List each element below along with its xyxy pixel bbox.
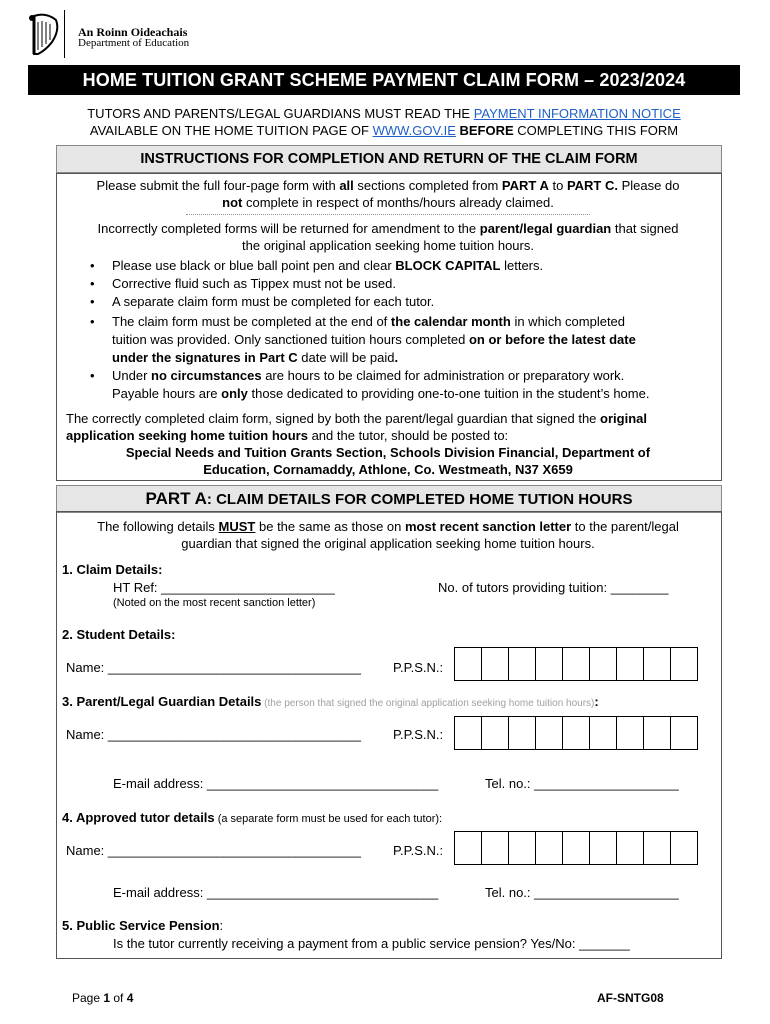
department-name-irish: An Roinn Oideachais: [78, 25, 188, 39]
postal-instructions: The correctly completed claim form, signed by both the parent/legal guardian that signed the original application seeking home tuition hours and the tutor, should be posted to:: [66, 411, 647, 443]
pension-title: 5. Public Service Pension:: [62, 918, 224, 933]
tutors-count-field[interactable]: No. of tutors providing tuition: ________: [438, 580, 669, 595]
student-ppsn-label: P.P.S.N.:: [393, 660, 444, 675]
notice-line-1: [28, 106, 740, 121]
dotted-separator: [186, 214, 590, 215]
part-a-heading: PART A: CLAIM DETAILS FOR COMPLETED HOME TUTION HOURS: [56, 485, 722, 513]
instructions-heading: INSTRUCTIONS FOR COMPLETION AND RETURN OF THE CLAIM FORM: [56, 145, 722, 173]
parent-details-title: 3. Parent/Legal Guardian Details (the person that signed the original application seeking home tuition hours):: [62, 694, 599, 709]
form-title: HOME TUITION GRANT SCHEME PAYMENT CLAIM FORM – 2023/2024: [28, 65, 740, 95]
tutor-ppsn-input[interactable]: [454, 831, 698, 865]
parent-name-field[interactable]: Name: ___________________________________: [66, 727, 361, 742]
form-code: AF-SNTG08: [597, 991, 664, 1005]
part-a-intro-1: The following details MUST be the same as those on most recent sanction letter to the parent/legal: [97, 519, 679, 534]
instructions-paragraph-1: Please submit the full four-page form with all sections completed from PART A to PART C. Please do: [96, 178, 680, 193]
student-details-title: 2. Student Details:: [62, 627, 176, 642]
notice-line-2: [28, 123, 740, 138]
payment-information-notice-link[interactable]: PAYMENT INFORMATION NOTICE: [473, 106, 681, 121]
logo-divider: [64, 10, 65, 58]
notice-text: AVAILABLE ON THE HOME TUITION PAGE OF: [89, 123, 373, 138]
bullet: •: [90, 276, 95, 291]
instructions-paragraph-1b: not complete in respect of months/hours already claimed.: [222, 195, 554, 210]
harp-emblem-icon: [26, 12, 66, 56]
bullet: •: [90, 368, 95, 383]
parent-ppsn-input[interactable]: [454, 716, 698, 750]
parent-ppsn-label: P.P.S.N.:: [393, 727, 444, 742]
claim-details-title: 1. Claim Details:: [62, 562, 163, 577]
page-number: Page 1 of 4: [72, 991, 134, 1005]
bullet: •: [90, 314, 95, 329]
postal-address-line-2: Education, Cornamaddy, Athlone, Co. Westmeath, N37 X659: [203, 462, 573, 477]
ht-ref-field[interactable]: HT Ref: ________________________: [113, 580, 335, 595]
gov-ie-link[interactable]: WWW.GOV.IE: [372, 123, 456, 138]
bullet-no-circumstances: Under no circumstances are hours to be claimed for administration or preparatory work. Payable hours are only those dedicated to providing one-to-one tuition in the student’s home.: [112, 368, 650, 401]
bullet-block-capitals: Please use black or blue ball point pen and clear BLOCK CAPITAL letters.: [112, 258, 544, 273]
bullet-calendar-month: The claim form must be completed at the end of the calendar month in which completed tuition was provided. Only sanctioned tuition hours completed on or before the latest date under the signatures in Part C date will be paid.: [112, 314, 636, 365]
postal-address-line-1: Special Needs and Tuition Grants Section, Schools Division Financial, Department of: [125, 445, 651, 460]
parent-tel-field[interactable]: Tel. no.: ____________________: [485, 776, 679, 791]
bullet-no-tippex: Corrective fluid such as Tippex must not be used.: [112, 276, 396, 291]
instructions-paragraph-2b: the original application seeking home tuition hours.: [242, 238, 534, 253]
bullet: •: [90, 294, 95, 309]
bullet: •: [90, 258, 95, 273]
notice-text: COMPLETING THIS FORM: [513, 123, 679, 138]
department-name-english: Department of Education: [78, 37, 190, 49]
bullet-separate-form: A separate claim form must be completed for each tutor.: [112, 294, 435, 309]
notice-text: TUTORS AND PARENTS/LEGAL GUARDIANS MUST READ THE: [87, 106, 474, 121]
pension-question-field[interactable]: Is the tutor currently receiving a payment from a public service pension? Yes/No: _______: [113, 936, 630, 951]
instructions-paragraph-2: Incorrectly completed forms will be returned for amendment to the parent/legal guardian that signed: [97, 221, 679, 236]
student-ppsn-input[interactable]: [454, 647, 698, 681]
tutor-details-title: 4. Approved tutor details (a separate form must be used for each tutor):: [62, 810, 443, 825]
notice-bold: BEFORE: [455, 123, 514, 138]
student-name-field[interactable]: Name: ___________________________________: [66, 660, 361, 675]
ht-ref-note: (Noted on the most recent sanction letter): [113, 597, 316, 609]
tutor-tel-field[interactable]: Tel. no.: ____________________: [485, 885, 679, 900]
tutor-email-field[interactable]: E-mail address: ________________________________: [113, 885, 439, 900]
part-a-intro-2: guardian that signed the original application seeking home tuition hours.: [181, 536, 595, 551]
tutor-ppsn-label: P.P.S.N.:: [393, 843, 444, 858]
tutor-name-field[interactable]: Name: ___________________________________: [66, 843, 361, 858]
parent-email-field[interactable]: E-mail address: ________________________________: [113, 776, 439, 791]
